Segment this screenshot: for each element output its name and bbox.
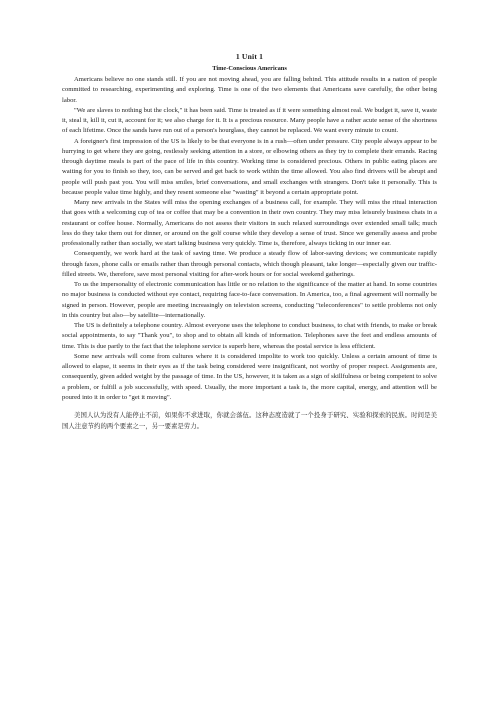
paragraph: Consequently, we work hard at the task of saving time. We produce a steady flow of labor-saving devices; we communicate rapidly through faxes, phone calls or emails rather than through personal contacts, which though pleasant, take longer—especially given our traffic-filled streets. We, therefore, save most personal visiting for after-work hours or for social weekend gatherings. [62,250,437,278]
paragraph: Some new arrivals will come from cultures where it is considered impolite to work too quickly. Unless a certain amount of time is allowed to elapse, it seems in their eyes as if the task being considered were insignificant, not worthy of proper respect. Assignments are, consequently, given added weight by the passage of time. In the US, however, it is taken as a sign of skillfulness or being competent to solve a problem, or fulfill a job successfully, with speed. Usually, the more important a task is, the more capital, energy, and attention will be poured into it in order to "get it moving". [62,352,437,401]
paragraph: A foreigner's first impression of the US is likely to be that everyone is in a rush—often under pressure. City people always appear to be hurrying to get where they are going, restlessly seeking attention in a store, or elbowing others as they try to complete their errands. Racing through daytime meals is part of the pace of life in this country. Working time is considered precious. Others in public eating places are waiting for you to finish so they, too, can be served and get back to work within the time allowed. You also find drivers will be abrupt and people will push past you. You will miss smiles, brief conversations, and small exchanges with strangers. Don't take it personally. This is because people value time highly, and they resent someone else "wasting" it beyond a certain appropriate point. [62,137,437,196]
chinese-translation: 美国人认为没有人能停止不前，如果你不求进取，你就会落伍。这种态度造就了一个投身于研究、实验和探索的民族。时间是美国人注意节约的两个要素之一，另一要素是劳力。 [62,411,437,430]
paragraph: The US is definitely a telephone country. Almost everyone uses the telephone to conduct business, to chat with friends, to make or break social appointments, to say "Thank you", to shop and to obtain all kinds of information. Telephones save the feet and endless amounts of time. This is due partly to the fact that the telephone service is superb here, whereas the postal service is less efficient. [62,322,437,350]
paragraph: To us the impersonality of electronic communication has little or no relation to the significance of the matter at hand. In some countries no major business is conducted without eye contact, requiring face-to-face conversation. In America, too, a final agreement will normally be signed in person. However, people are meeting increasingly on television screens, conducting "teleconferences" to settle problems not only in this country but also—by satellite—internationally. [62,281,437,319]
unit-heading: 1 Unit 1 [235,52,264,61]
paragraph: Many new arrivals in the States will miss the opening exchanges of a business call, for example. They will miss the ritual interaction that goes with a welcoming cup of tea or coffee that may be a convention in their own country. They may miss leisurely business chats in a restaurant or coffee house. Normally, Americans do not assess their visitors in such relaxed surroundings over extended small talk; much less do they take them out for dinner, or around on the golf course while they develop a sense of trust. Since we generally assess and probe professionally rather than socially, we start talking business very quickly. Time is, therefore, always ticking in our inner ear. [62,199,437,247]
paragraph: "We are slaves to nothing but the clock," it has been said. Time is treated as if it were something almost real. We budget it, save it, waste it, steal it, kill it, cut it, account for it; we also charge for it. It is a precious resource. Many people have a rather acute sense of the shortness of each lifetime. Once the sands have run out of a person's hourglass, they cannot be replaced. We want every minute to count. [62,106,437,135]
article-title: Time-Conscious Americans [212,65,287,72]
paragraph: Americans believe no one stands still. If you are not moving ahead, you are falling behind. This attitude results in a nation of people committed to researching, experimenting and exploring. Time is one of the two elements that Americans save carefully, the other being labor. [62,76,437,104]
document-page [62,52,437,432]
